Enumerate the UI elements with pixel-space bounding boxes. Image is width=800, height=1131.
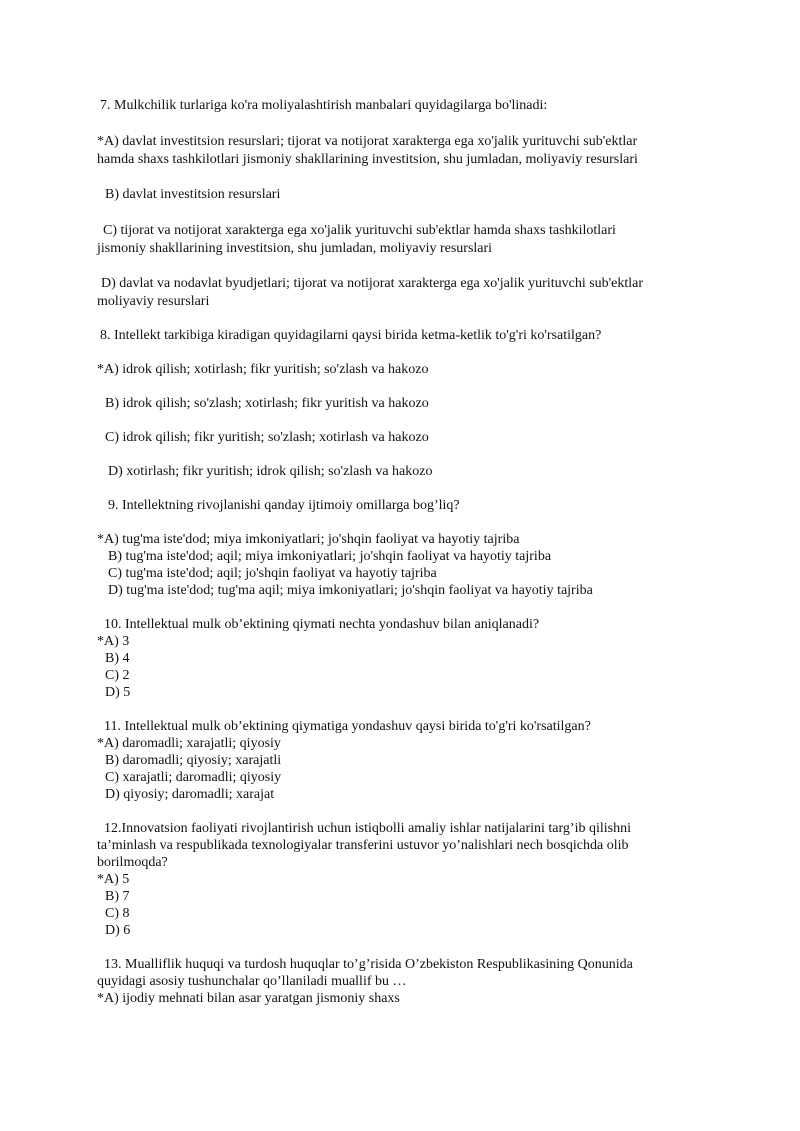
question-12-option-b: B) 7	[105, 889, 130, 904]
question-13-option-a: *A) ijodiy mehnati bilan asar yaratgan jismoniy shaxs	[97, 991, 400, 1006]
question-11: 11. Intellektual mulk ob’ektining qiymatiga yondashuv qaysi birida to'g'ri ko'rsatilgan?	[104, 719, 591, 734]
question-8-option-c: C) idrok qilish; fikr yuritish; so'zlash; xotirlash va hakozo	[105, 430, 429, 445]
question-11-option-c: C) xarajatli; daromadli; qiyosiy	[105, 770, 282, 785]
question-9-option-c: C) tug'ma iste'dod; aqil; jo'shqin faoliyat va hayotiy tajriba	[108, 566, 437, 581]
question-12-option-d: D) 6	[105, 923, 131, 938]
question-8: 8. Intellekt tarkibiga kiradigan quyidagilarni qaysi birida ketma-ketlik to'g'ri ko'rsatilgan?	[100, 328, 602, 343]
question-10-option-c: C) 2	[105, 668, 130, 683]
question-8-option-b: B) idrok qilish; so'zlash; xotirlash; fikr yuritish va hakozo	[105, 396, 429, 411]
question-12-cont-1: ta’minlash va respublikada texnologiyalar transferini ustuvor yo’nalishlari nech bosqichda olib	[97, 838, 629, 853]
question-9-option-d: D) tug'ma iste'dod; tug'ma aqil; miya imkoniyatlari; jo'shqin faoliyat va hayotiy tajriba	[108, 583, 593, 598]
question-7-option-d-cont: moliyaviy resurslari	[97, 294, 210, 309]
question-9-option-b: B) tug'ma iste'dod; aqil; miya imkoniyatlari; jo'shqin faoliyat va hayotiy tajriba	[108, 549, 552, 564]
question-7-option-a-cont: hamda shaxs tashkilotlari jismoniy shakllarining investitsion, shu jumladan, moliyaviy resurslari	[97, 152, 638, 167]
question-11-option-b: B) daromadli; qiyosiy; xarajatli	[105, 753, 282, 768]
question-7-option-c: C) tijorat va notijorat xarakterga ega xo'jalik yurituvchi sub'ektlar hamda shaxs tashkilotlari	[103, 223, 616, 238]
question-7-option-a: *A) davlat investitsion resurslari; tijorat va notijorat xarakterga ega xo'jalik yurituvchi sub'ektlar	[97, 134, 638, 149]
question-9-option-a: *A) tug'ma iste'dod; miya imkoniyatlari; jo'shqin faoliyat va hayotiy tajriba	[97, 532, 520, 547]
question-7-option-b: B) davlat investitsion resurslari	[105, 187, 281, 202]
question-10-option-a: *A) 3	[97, 634, 130, 649]
question-7-option-c-cont: jismoniy shakllarining investitsion, shu jumladan, moliyaviy resurslari	[97, 241, 493, 256]
question-12: 12.Innovatsion faoliyati rivojlantirish uchun istiqbolli amaliy ishlar natijalarini targ’ib qilishni	[104, 821, 631, 836]
question-13-cont: quyidagi asosiy tushunchalar qo’llaniladi muallif bu …	[97, 974, 407, 989]
question-8-option-d: D) xotirlash; fikr yuritish; idrok qilish; so'zlash va hakozo	[108, 464, 433, 479]
question-12-option-a: *A) 5	[97, 872, 130, 887]
question-12-option-c: C) 8	[105, 906, 130, 921]
question-8-option-a: *A) idrok qilish; xotirlash; fikr yuritish; so'zlash va hakozo	[97, 362, 429, 377]
question-10: 10. Intellektual mulk ob’ektining qiymati nechta yondashuv bilan aniqlanadi?	[104, 617, 540, 632]
question-10-option-d: D) 5	[105, 685, 131, 700]
question-13: 13. Mualliflik huquqi va turdosh huquqlar to’g’risida O’zbekiston Respublikasining Qonunida	[104, 957, 633, 972]
question-11-option-d: D) qiyosiy; daromadli; xarajat	[105, 787, 275, 802]
question-12-cont-2: borilmoqda?	[97, 855, 168, 870]
question-7-option-d: D) davlat va nodavlat byudjetlari; tijorat va notijorat xarakterga ega xo'jalik yurituvchi sub'ektlar	[101, 276, 644, 291]
question-10-option-b: B) 4	[105, 651, 130, 666]
question-7: 7. Mulkchilik turlariga ko'ra moliyalashtirish manbalari quyidagilarga bo'linadi:	[100, 98, 548, 113]
question-11-option-a: *A) daromadli; xarajatli; qiyosiy	[97, 736, 281, 751]
question-9: 9. Intellektning rivojlanishi qanday ijtimoiy omillarga bog’liq?	[108, 498, 460, 513]
